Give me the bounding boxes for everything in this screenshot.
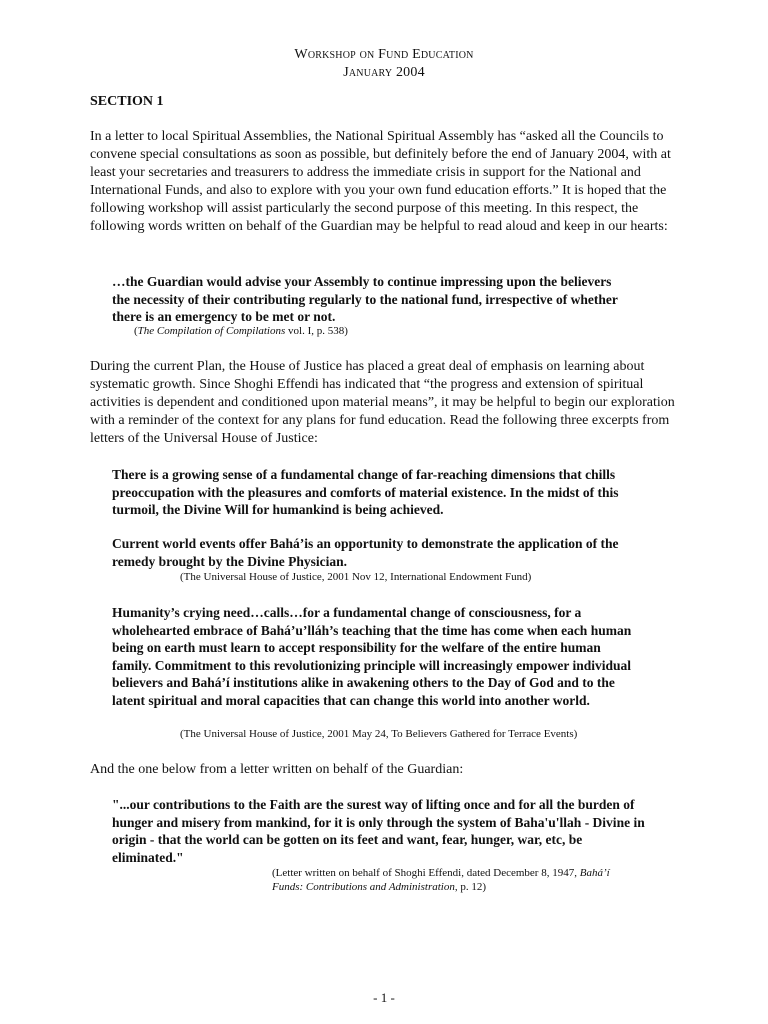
citation-uhj-may: (The Universal House of Justice, 2001 May 24, To Believers Gathered for Terrace Events) (180, 728, 578, 740)
guardian-quote-1: …the Guardian would advise your Assembly to continue impressing upon the believers the necessity of their contributing regularly to the national fund, irrespective of whether there is an emergency to be met or not. (112, 274, 618, 324)
citation-open-paren: ( (134, 325, 138, 337)
citation-uhj-nov: (The Universal House of Justice, 2001 Nov 12, International Endowment Fund) (180, 571, 532, 583)
citation-page: , p. 12) (454, 881, 487, 893)
plan-paragraph: During the current Plan, the House of Justice has placed a great deal of emphasis on learning about systematic growth. Since Shoghi Effendi has indicated that “the progress and extension of spiritual activities is dependent and conditioned upon material means”, it may be helpful to begin our exploration with a reminder of the context for any plans for fund education. Read the following three excerpts from letters of the Universal House of Justice: (90, 359, 675, 446)
citation-compilation (134, 324, 348, 338)
citation-volume-page: vol. I, p. 538) (285, 325, 348, 337)
guardian-quote-2: "...our contributions to the Faith are the surest way of lifting once and for all the burden of hunger and misery from mankind, for it is only through the system of Baha'u'llah - Divine in origin - that the world can be gotten on its feet and want, fear, hunger, war, etc, be eliminated." (112, 797, 645, 865)
guardian-intro-paragraph: And the one below from a letter written on behalf of the Guardian: (90, 762, 464, 777)
uhj-quote-2: Current world events offer Bahá’is an opportunity to demonstrate the application of the remedy brought by the Divine Physician. (112, 536, 619, 569)
citation-work-title-a: Bahá’í (579, 867, 610, 879)
citation-letter-text: Letter written on behalf of Shoghi Effendi, dated December 8, 1947, (275, 867, 580, 879)
uhj-quote-3: Humanity’s crying need…calls…for a fundamental change of consciousness, for a wholehearted embrace of Bahá’u’lláh’s teaching that the time has come when each human being on earth must learn to accept responsibility for the welfare of the entire human family. Commitment to this revolutionizing principle will increasingly empower individual believers and Bahá’í institutions alike in awakening others to the Day of God and to the latent spiritual and moral capacities that can change this world into another world. (112, 605, 632, 708)
citation-work-title-b: Funds: Contributions and Administration (272, 881, 455, 893)
citation-work-title: The Compilation of Compilations (137, 325, 286, 337)
citation-shoghi-effendi (272, 866, 632, 894)
intro-paragraph: In a letter to local Spiritual Assemblies, the National Spiritual Assembly has “asked all the Councils to convene special consultations as soon as possible, but definitely before the end of January 2004, with at least your secretaries and treasurers to address the immediate crisis in support for the National and International Funds, and also to explore with you your own fund education efforts.” It is hoped that the following workshop will assist particularly the second purpose of this meeting. In this respect, the following words written on behalf of the Guardian may be helpful to read aloud and keep in our hearts: (90, 129, 671, 234)
uhj-quote-1: There is a growing sense of a fundamental change of far-reaching dimensions that chills preoccupation with the pleasures and comforts of material existence. In the midst of this turmoil, the Divine Will for humankind is being achieved. (112, 467, 619, 517)
document-date: January 2004 (343, 65, 425, 80)
citation-open-paren-2: ( (272, 867, 276, 879)
page-number: - 1 - (373, 990, 395, 1005)
document-title: Workshop on Fund Education (294, 47, 474, 62)
section-heading: SECTION 1 (90, 94, 164, 109)
